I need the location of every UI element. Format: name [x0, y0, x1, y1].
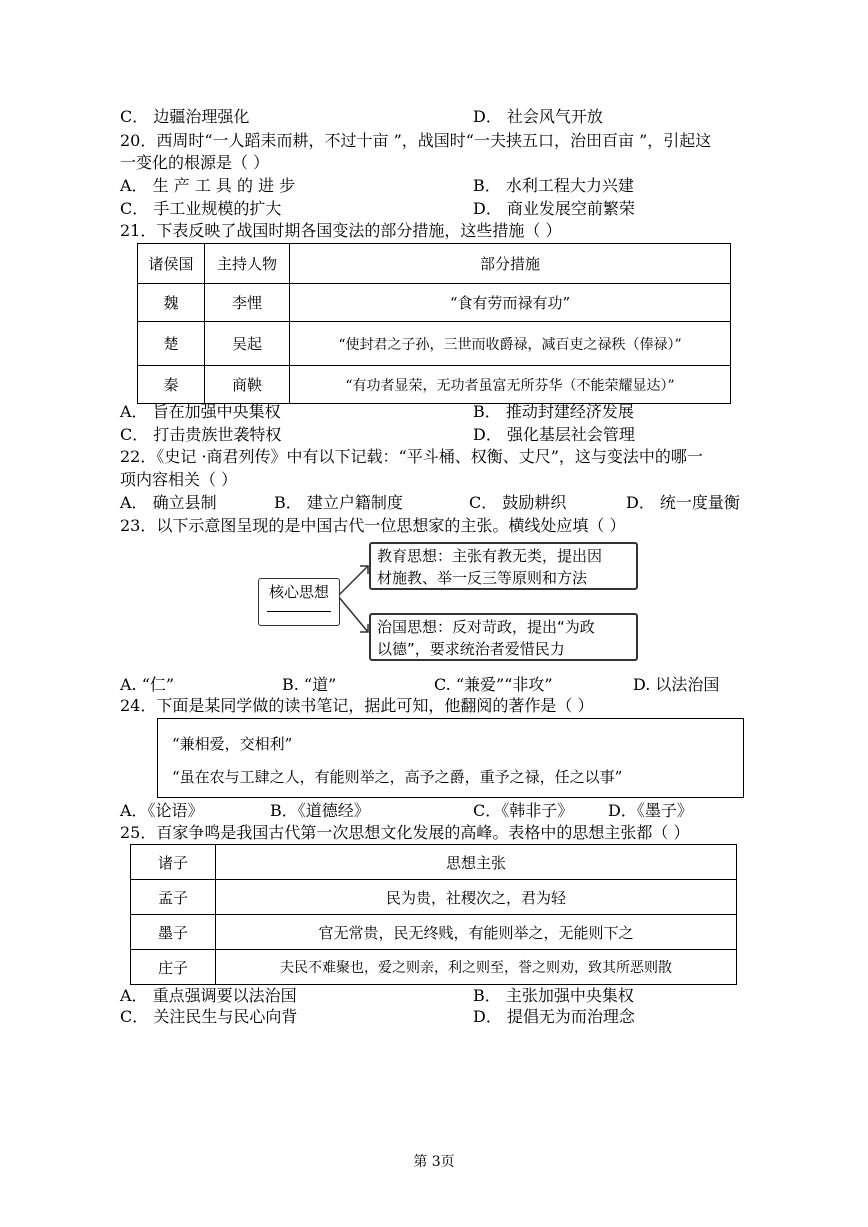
- page-number: 第 3页: [413, 1154, 455, 1170]
- table-cell: “食有劳而禄有功”: [290, 284, 731, 322]
- q23-option-c: C. “兼爱”“非攻”: [434, 675, 553, 694]
- table-header-cell: 诸子: [131, 845, 216, 880]
- table-cell: “有功者显荣，无功者虽富无所芬华（不能荣耀显达）”: [290, 366, 731, 404]
- table-header-cell: 诸侯国: [138, 244, 205, 284]
- table-row: [138, 366, 731, 404]
- table-cell: 魏: [138, 284, 205, 322]
- table-cell: 楚: [138, 322, 205, 366]
- answer-blank-line: [267, 611, 331, 612]
- education-thought-box: [369, 542, 638, 590]
- table-cell: 庄子: [131, 950, 216, 985]
- table-row: [138, 284, 731, 322]
- q25-option-d: D． 提倡无为而治理念: [473, 1007, 635, 1026]
- q21-option-a: A． 旨在加强中央集权: [120, 402, 281, 421]
- core-thought-label: 核心思想: [268, 583, 329, 601]
- q25-option-c: C． 关注民生与民心向背: [120, 1007, 298, 1026]
- table-cell: “使封君之子孙，三世而收爵禄，减百吏之禄秩（俸禄）”: [290, 322, 731, 366]
- q22-stem-line2: 项内容相关（ ）: [120, 470, 238, 489]
- table-row: [131, 880, 737, 915]
- q23-stem: 23．以下示意图呈现的是中国古代一位思想家的主张。横线处应填（ ）: [120, 516, 626, 535]
- education-thought-line2: 材施教、举一反三等原则和方法: [377, 569, 588, 587]
- table-cell: 商鞅: [205, 366, 290, 404]
- q24-option-b: B．《道德经》: [270, 801, 370, 820]
- q20-option-a: A． 生 产 工 具 的 进 步: [120, 176, 296, 195]
- q22-option-a: A． 确立县制: [120, 493, 217, 512]
- table-row: [131, 915, 737, 950]
- table-header-cell: 部分措施: [290, 244, 731, 284]
- q24-option-c: C．《韩非子》: [473, 801, 574, 820]
- q19-option-d: D． 社会风气开放: [473, 107, 603, 126]
- q23-option-d: D. 以法治国: [633, 675, 720, 694]
- table-cell: 官无常贵，民无终贱，有能则举之，无能则下之: [216, 915, 737, 950]
- governance-thought-box: [369, 613, 638, 661]
- table-row: [138, 322, 731, 366]
- governance-thought-line1: 治国思想：反对苛政，提出“为政: [377, 618, 595, 636]
- table-row: [131, 950, 737, 985]
- q24-option-d: D．《墨子》: [608, 801, 693, 820]
- governance-thought-line2: 以德”，要求统治者爱惜民力: [377, 640, 565, 658]
- q21-reform-table: [137, 243, 731, 404]
- q20-stem-line1: 20．西周时“一人蹈耒而耕，不过十亩 ”，战国时“一夫挟五口，治田百亩 ”，引起这: [120, 131, 712, 150]
- q20-stem-line2: 一变化的根源是（ ）: [120, 153, 270, 172]
- q23-option-a: A. “仁”: [120, 675, 175, 694]
- q25-stem: 25．百家争鸣是我国古代第一次思想文化发展的高峰。表格中的思想主张都（ ）: [120, 823, 690, 842]
- table-cell: 李悝: [205, 284, 290, 322]
- q25-option-b: B． 主张加强中央集权: [473, 986, 634, 1005]
- q24-note-line2: “虽在农与工肆之人，有能则举之，高予之爵，重予之禄，任之以事”: [172, 768, 623, 786]
- q21-option-d: D． 强化基层社会管理: [473, 425, 635, 444]
- q21-option-b: B． 推动封建经济发展: [473, 402, 634, 421]
- q22-option-d: D． 统一度量衡: [626, 493, 740, 512]
- q22-option-c: C． 鼓励耕织: [469, 493, 567, 512]
- q19-option-c: C． 边疆治理强化: [120, 107, 250, 126]
- table-header-cell: 思想主张: [216, 845, 737, 880]
- education-thought-line1: 教育思想：主张有教无类，提出因: [377, 547, 603, 565]
- q20-option-d: D． 商业发展空前繁荣: [473, 199, 635, 218]
- table-header-cell: 主持人物: [205, 244, 290, 284]
- q24-note-line1: “兼相爱，交相利”: [172, 735, 293, 753]
- q22-stem-line1: 22．《史记 ·商君列传》中有以下记载：“平斗桶、权衡、丈尺”，这与变法中的哪一: [120, 447, 703, 466]
- table-cell: 夫民不难聚也，爱之则亲，利之则至，誉之则劝，致其所恶则散: [216, 950, 737, 985]
- table-cell: 民为贵，社稷次之，君为轻: [216, 880, 737, 915]
- q25-option-a: A． 重点强调要以法治国: [120, 986, 297, 1005]
- q23-option-b: B. “道”: [282, 675, 337, 694]
- q22-option-b: B． 建立户籍制度: [274, 493, 403, 512]
- table-header-row: [131, 845, 737, 880]
- table-cell: 秦: [138, 366, 205, 404]
- table-cell: 墨子: [131, 915, 216, 950]
- table-header-row: [138, 244, 731, 284]
- table-cell: 孟子: [131, 880, 216, 915]
- q20-option-c: C． 手工业规模的扩大: [120, 199, 282, 218]
- q21-stem: 21．下表反映了战国时期各国变法的部分措施，这些措施（ ）: [120, 221, 562, 240]
- q24-stem: 24．下面是某同学做的读书笔记，据此可知，他翻阅的著作是（ ）: [120, 696, 594, 715]
- q24-option-a: A．《论语》: [120, 801, 204, 820]
- core-thought-box: [258, 578, 340, 626]
- q25-thought-table: [130, 844, 737, 985]
- q21-option-c: C． 打击贵族世袭特权: [120, 425, 282, 444]
- table-cell: 吴起: [205, 322, 290, 366]
- q20-option-b: B． 水利工程大力兴建: [473, 176, 634, 195]
